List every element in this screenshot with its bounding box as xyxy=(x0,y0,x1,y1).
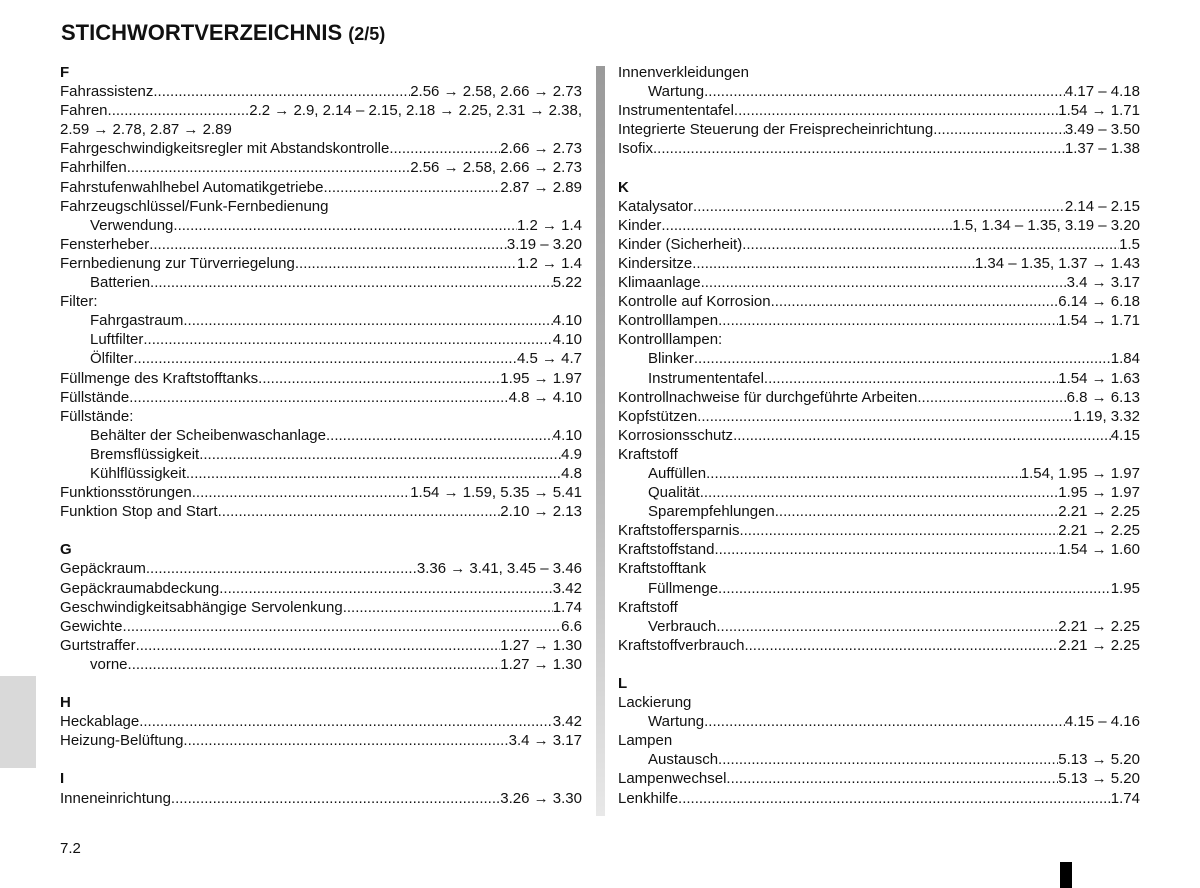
dot-leader xyxy=(129,388,508,407)
index-entry xyxy=(60,101,582,120)
index-entry xyxy=(60,559,582,578)
page-reference: 4.5 → 4.7 xyxy=(516,350,582,368)
page-reference: 1.54 → 1.60 xyxy=(1058,541,1140,559)
section-gap xyxy=(618,655,1140,674)
index-term: Kraftstoffersparnis xyxy=(618,522,740,540)
dot-leader xyxy=(326,426,553,445)
page-reference: 4.8 → 4.10 xyxy=(508,388,582,406)
page-reference: 6.6 xyxy=(561,617,582,635)
page-reference: 1.74 xyxy=(1110,789,1140,807)
index-entry xyxy=(618,101,1140,120)
page-reference: 4.17 – 4.18 xyxy=(1064,83,1140,101)
dot-leader xyxy=(136,636,501,655)
page-reference: 1.54 → 1.71 xyxy=(1058,312,1140,330)
page-reference: 1.74 xyxy=(552,598,582,616)
dot-leader xyxy=(693,197,1065,216)
dot-leader xyxy=(678,789,1111,808)
page-reference: 1.54 → 1.71 xyxy=(1058,102,1140,120)
page-reference: 3.4 → 3.17 xyxy=(1066,274,1140,292)
index-entry xyxy=(618,311,1140,330)
page-reference: 3.19 – 3.20 xyxy=(506,235,582,253)
index-term: Behälter der Scheibenwaschanlage xyxy=(90,426,326,444)
index-entry xyxy=(618,292,1140,311)
dot-leader xyxy=(153,82,410,101)
dot-leader xyxy=(692,254,975,273)
section-gap xyxy=(60,521,582,540)
index-entry xyxy=(618,254,1140,273)
index-term: Kraftstoff xyxy=(618,598,678,616)
page-reference: 2.14 – 2.15 xyxy=(1064,197,1140,215)
dot-leader xyxy=(150,273,553,292)
dot-leader xyxy=(661,216,952,235)
index-subentry xyxy=(60,464,582,483)
dot-leader xyxy=(108,101,250,120)
index-term: Füllstände xyxy=(60,388,130,406)
index-group-heading xyxy=(60,407,582,426)
dot-leader xyxy=(718,750,1058,769)
index-term: Kraftstoffstand xyxy=(618,541,715,559)
dot-leader xyxy=(700,483,1059,502)
page-reference: 5.13 → 5.20 xyxy=(1058,751,1140,769)
index-column-left xyxy=(60,63,582,808)
index-entry xyxy=(618,407,1140,426)
index-term: Gepäckraum xyxy=(60,560,146,578)
index-entry xyxy=(60,579,582,598)
index-subentry xyxy=(618,750,1140,769)
page-reference: 1.37 – 1.38 xyxy=(1064,140,1140,158)
index-term: Fahren xyxy=(60,102,108,120)
index-term: Bremsflüssigkeit xyxy=(90,445,200,463)
section-gap xyxy=(60,750,582,769)
page-reference: 6.14 → 6.18 xyxy=(1058,293,1140,311)
index-subentry xyxy=(618,369,1140,388)
index-term: Gepäckraumabdeckung xyxy=(60,579,220,597)
dot-leader xyxy=(218,502,501,521)
index-group-heading xyxy=(618,559,1140,578)
section-letter: K xyxy=(618,178,629,196)
index-term: Luftfilter xyxy=(90,331,144,349)
dot-leader xyxy=(726,769,1058,788)
page-reference: 1.84 xyxy=(1110,350,1140,368)
page-reference: 1.54 → 1.59, 5.35 → 5.41 xyxy=(410,484,582,502)
index-term: Heizung-Belüftung xyxy=(60,732,184,750)
dot-leader xyxy=(389,139,500,158)
page-reference: 6.8 → 6.13 xyxy=(1066,388,1140,406)
column-divider xyxy=(596,66,605,816)
dot-leader xyxy=(742,235,1119,254)
dot-leader xyxy=(183,311,552,330)
index-term: Kontrolle auf Korrosion xyxy=(618,293,771,311)
index-term: Füllmenge xyxy=(648,579,719,597)
index-entry xyxy=(618,216,1140,235)
index-entry xyxy=(618,273,1140,292)
dot-leader xyxy=(173,216,517,235)
index-term: Wartung xyxy=(648,83,705,101)
dot-leader xyxy=(133,349,517,368)
section-letter: L xyxy=(618,675,628,692)
dot-leader xyxy=(192,483,410,502)
page-reference: 4.10 xyxy=(552,331,582,349)
index-subentry xyxy=(618,349,1140,368)
index-term: Kontrollnachweise für durchgeführte Arbeiten xyxy=(618,388,918,406)
page-reference: 2.21 → 2.25 xyxy=(1058,617,1140,635)
index-term: Lackierung xyxy=(618,694,692,712)
index-entry xyxy=(60,158,582,177)
index-term: Fahrgeschwindigkeitsregler mit Abstandskontrolle xyxy=(60,140,390,158)
index-term: Kontrolllampen: xyxy=(618,331,723,349)
page-reference: 4.10 xyxy=(552,426,582,444)
index-term: Fahrassistenz xyxy=(60,83,154,101)
index-term: Heckablage xyxy=(60,713,140,731)
page-reference: 3.42 xyxy=(552,713,582,731)
dot-leader xyxy=(706,464,1021,483)
dot-leader xyxy=(733,426,1111,445)
dot-leader xyxy=(258,369,500,388)
index-entry xyxy=(618,521,1140,540)
dot-leader xyxy=(734,101,1058,120)
chapter-tab xyxy=(0,676,36,768)
index-entry xyxy=(60,636,582,655)
index-term: Fahrgastraum xyxy=(90,312,184,330)
index-entry xyxy=(60,82,582,101)
page-reference: 3.4 → 3.17 xyxy=(508,732,582,750)
index-entry xyxy=(60,502,582,521)
index-group-heading xyxy=(618,330,1140,349)
index-term: Gewichte xyxy=(60,617,123,635)
index-group-heading xyxy=(618,598,1140,617)
dot-leader xyxy=(139,712,553,731)
section-letter: I xyxy=(60,770,65,788)
page-reference: 1.5, 1.34 – 1.35, 3.19 – 3.20 xyxy=(952,216,1140,234)
index-term: Füllstände: xyxy=(60,407,134,425)
dot-leader xyxy=(718,311,1058,330)
dot-leader xyxy=(714,540,1058,559)
index-entry xyxy=(618,426,1140,445)
dot-leader xyxy=(744,636,1058,655)
dot-leader xyxy=(186,464,561,483)
index-subentry xyxy=(60,273,582,292)
page-corner-mark xyxy=(1060,862,1072,888)
index-subentry xyxy=(618,579,1140,598)
page-reference: 4.10 xyxy=(552,312,582,330)
index-subentry xyxy=(60,445,582,464)
dot-leader xyxy=(171,789,500,808)
index-term: Lampen xyxy=(618,732,673,750)
index-term: Kraftstoffverbrauch xyxy=(618,636,745,654)
page-reference: 1.95 → 1.97 xyxy=(500,369,582,387)
title-text: STICHWORTVERZEICHNIS xyxy=(61,20,343,45)
index-subentry xyxy=(60,311,582,330)
page-reference: 5.13 → 5.20 xyxy=(1058,770,1140,788)
index-group-heading xyxy=(618,693,1140,712)
dot-leader xyxy=(697,407,1073,426)
page-reference: 1.34 – 1.35, 1.37 → 1.43 xyxy=(974,254,1140,272)
dot-leader xyxy=(324,178,501,197)
dot-leader xyxy=(917,388,1066,407)
index-term: Kraftstofftank xyxy=(618,560,707,578)
section-letter: G xyxy=(60,541,72,559)
index-subentry xyxy=(618,82,1140,101)
index-term: Kraftstoff xyxy=(618,445,678,463)
section-letter: F xyxy=(60,64,70,81)
page-reference: 2.2 → 2.9, 2.14 – 2.15, 2.18 → 2.25, 2.31 → 2.38, xyxy=(249,102,582,120)
index-entry xyxy=(618,120,1140,139)
dot-leader xyxy=(127,158,411,177)
index-subentry xyxy=(60,426,582,445)
index-entry xyxy=(60,254,582,273)
index-term: Fahrzeugschlüssel/Funk-Fernbedienung xyxy=(60,197,329,215)
index-subentry xyxy=(60,655,582,674)
index-entry xyxy=(60,483,582,502)
index-term: Kontrolllampen xyxy=(618,312,719,330)
index-group-heading xyxy=(618,445,1140,464)
index-term: Verbrauch xyxy=(648,617,717,635)
index-entry xyxy=(618,388,1140,407)
index-subentry xyxy=(618,617,1140,636)
index-term: Fahrhilfen xyxy=(60,159,127,177)
dot-leader xyxy=(701,273,1067,292)
page-reference: 3.26 → 3.30 xyxy=(500,789,582,807)
index-column-right xyxy=(618,63,1140,808)
dot-leader xyxy=(146,559,417,578)
index-entry xyxy=(618,789,1140,808)
index-term: Lampenwechsel xyxy=(618,770,727,788)
dot-leader xyxy=(704,712,1065,731)
page-reference: 1.54 → 1.63 xyxy=(1058,369,1140,387)
page-reference: 4.8 xyxy=(561,464,582,482)
index-entry xyxy=(60,712,582,731)
index-term: Kopfstützen xyxy=(618,407,698,425)
index-term: Kindersitze xyxy=(618,254,693,272)
index-term: Innenverkleidungen xyxy=(618,64,749,81)
section-gap xyxy=(60,674,582,693)
index-term: Fernbedienung zur Türverriegelung xyxy=(60,254,295,272)
page-reference: 2.56 → 2.58, 2.66 → 2.73 xyxy=(410,159,582,177)
index-term: Isofix xyxy=(618,140,654,158)
page-reference: 1.95 xyxy=(1110,579,1140,597)
dot-leader xyxy=(149,235,507,254)
index-term: Ölfilter xyxy=(90,350,134,368)
page-reference: 3.42 xyxy=(552,579,582,597)
dot-leader xyxy=(764,369,1058,388)
index-entry xyxy=(60,598,582,617)
index-subentry xyxy=(618,502,1140,521)
index-term: Qualität xyxy=(648,484,700,502)
index-term: Filter: xyxy=(60,293,98,311)
index-group-heading xyxy=(618,63,1140,82)
index-term: Instrumententafel xyxy=(618,102,734,120)
dot-leader xyxy=(771,292,1059,311)
index-entry xyxy=(60,617,582,636)
index-entry xyxy=(618,139,1140,158)
page-reference: 2.66 → 2.73 xyxy=(500,140,582,158)
index-subentry xyxy=(60,216,582,235)
index-term: Auffüllen xyxy=(648,464,707,482)
dot-leader xyxy=(933,120,1065,139)
dot-leader xyxy=(653,139,1065,158)
index-term: Verwendung xyxy=(90,216,174,234)
page-reference: 1.19, 3.32 xyxy=(1073,407,1140,425)
index-subentry xyxy=(618,712,1140,731)
dot-leader xyxy=(199,445,561,464)
page-reference: 1.2 → 1.4 xyxy=(516,254,582,272)
dot-leader xyxy=(183,731,508,750)
index-term: Instrumententafel xyxy=(648,369,764,387)
index-group-heading xyxy=(60,197,582,216)
index-term: Batterien xyxy=(90,274,151,292)
page-number: 7.2 xyxy=(60,840,81,857)
index-term: Korrosionsschutz xyxy=(618,426,734,444)
dot-leader xyxy=(343,598,553,617)
dot-leader xyxy=(143,330,552,349)
index-term: 2.59 → 2.78, 2.87 → 2.89 xyxy=(60,121,232,139)
index-subentry xyxy=(618,483,1140,502)
index-entry xyxy=(618,235,1140,254)
index-entry xyxy=(618,540,1140,559)
dot-leader xyxy=(775,502,1059,521)
index-term: Katalysator xyxy=(618,197,694,215)
index-group-heading xyxy=(618,731,1140,750)
page-title xyxy=(61,20,385,46)
dot-leader xyxy=(694,349,1111,368)
dot-leader xyxy=(704,82,1065,101)
title-suffix: (2/5) xyxy=(348,24,386,44)
page-reference: 4.15 – 4.16 xyxy=(1064,713,1140,731)
index-term: Fensterheber xyxy=(60,235,150,253)
index-term: Wartung xyxy=(648,713,705,731)
section-gap xyxy=(618,158,1140,177)
page-reference: 2.21 → 2.25 xyxy=(1058,503,1140,521)
page-reference: 4.15 xyxy=(1110,426,1140,444)
index-entry xyxy=(60,235,582,254)
page-reference: 4.9 xyxy=(561,445,582,463)
dot-leader xyxy=(718,579,1111,598)
dot-leader xyxy=(123,617,562,636)
dot-leader xyxy=(739,521,1058,540)
page-reference: 1.95 → 1.97 xyxy=(1058,484,1140,502)
index-term: Sparempfehlungen xyxy=(648,503,775,521)
dot-leader xyxy=(219,579,553,598)
index-entry xyxy=(60,731,582,750)
index-term: Füllmenge des Kraftstofftanks xyxy=(60,369,259,387)
index-term: Gurtstraffer xyxy=(60,636,136,654)
page-reference: 1.2 → 1.4 xyxy=(516,216,582,234)
index-term: Austausch xyxy=(648,751,719,769)
page-reference: 1.5 xyxy=(1119,235,1140,253)
page-reference: 3.49 – 3.50 xyxy=(1064,121,1140,139)
index-term: Fahrstufenwahlhebel Automatikgetriebe xyxy=(60,178,324,196)
section-letter: H xyxy=(60,694,71,712)
index-entry xyxy=(618,197,1140,216)
index-subentry xyxy=(60,349,582,368)
index-term: Inneneinrichtung xyxy=(60,789,171,807)
index-entry xyxy=(60,178,582,197)
index-term: Funktionsstörungen xyxy=(60,484,192,502)
index-term: Geschwindigkeitsabhängige Servolenkung xyxy=(60,598,343,616)
index-entry-continuation xyxy=(60,120,582,139)
page-reference: 2.21 → 2.25 xyxy=(1058,522,1140,540)
index-term: Integrierte Steuerung der Freisprecheinrichtung xyxy=(618,121,934,139)
page-reference: 2.21 → 2.25 xyxy=(1058,636,1140,654)
index-entry xyxy=(618,769,1140,788)
page-reference: 3.36 → 3.41, 3.45 – 3.46 xyxy=(416,560,582,578)
index-entry xyxy=(60,789,582,808)
page-reference: 1.27 → 1.30 xyxy=(500,655,582,673)
index-entry xyxy=(60,388,582,407)
index-entry xyxy=(60,139,582,158)
page-reference: 2.10 → 2.13 xyxy=(500,503,582,521)
page-reference: 2.87 → 2.89 xyxy=(500,178,582,196)
index-term: Klimaanlage xyxy=(618,274,701,292)
index-term: Blinker xyxy=(648,350,694,368)
index-term: Kinder xyxy=(618,216,662,234)
page-reference: 5.22 xyxy=(552,274,582,292)
dot-leader xyxy=(716,617,1058,636)
page-reference: 1.54, 1.95 → 1.97 xyxy=(1020,464,1140,482)
index-term: Funktion Stop and Start xyxy=(60,503,218,521)
index-subentry xyxy=(60,330,582,349)
index-term: vorne xyxy=(90,655,128,673)
index-subentry xyxy=(618,464,1140,483)
index-term: Kühlflüssigkeit xyxy=(90,464,186,482)
index-entry xyxy=(618,636,1140,655)
index-term: Lenkhilfe xyxy=(618,789,679,807)
dot-leader xyxy=(295,254,517,273)
index-group-heading xyxy=(60,292,582,311)
page-reference: 2.56 → 2.58, 2.66 → 2.73 xyxy=(410,83,582,101)
index-entry xyxy=(60,369,582,388)
page-reference: 1.27 → 1.30 xyxy=(500,636,582,654)
index-term: Kinder (Sicherheit) xyxy=(618,235,743,253)
dot-leader xyxy=(128,655,501,674)
